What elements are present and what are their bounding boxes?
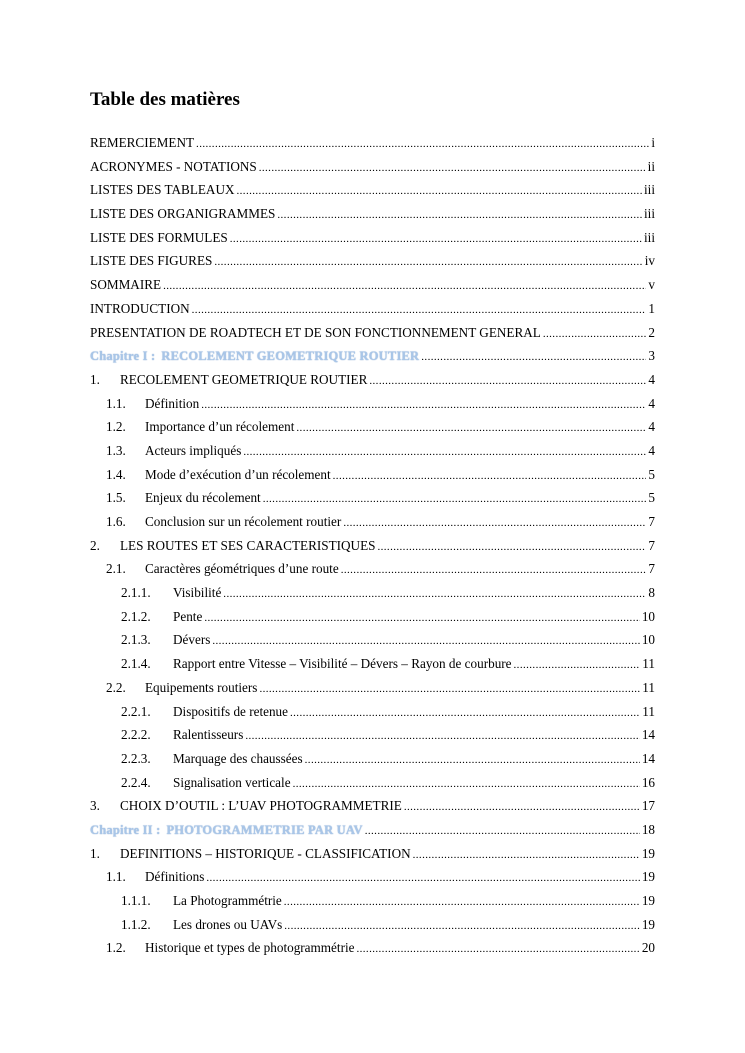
- toc-entry-number: 2.: [90, 537, 100, 553]
- dot-leader: [163, 280, 646, 292]
- dot-leader: [421, 351, 646, 363]
- toc-entry-label: Mode d’exécution d’un récolement: [145, 466, 331, 482]
- toc-entry[interactable]: [90, 680, 655, 704]
- toc-entry-label: SOMMAIRE: [90, 277, 162, 293]
- dot-leader: [192, 304, 647, 316]
- dot-leader: [277, 209, 642, 221]
- toc-entry-number: 2.1.: [106, 561, 126, 577]
- toc-entry-label: LISTE DES FORMULES: [90, 229, 228, 245]
- dot-leader: [201, 399, 646, 411]
- toc-entry[interactable]: [90, 135, 655, 159]
- toc-entry[interactable]: [90, 490, 655, 514]
- toc-entry-label: Equipements routiers: [145, 679, 258, 695]
- toc-entry[interactable]: [90, 325, 655, 349]
- toc-entry-number: 2.1.2.: [121, 608, 151, 624]
- toc-entry-number: 2.2.3.: [121, 750, 151, 766]
- toc-entry[interactable]: [90, 230, 655, 254]
- toc-entry-page: 4: [648, 395, 655, 411]
- toc-entry-page: 19: [641, 845, 655, 861]
- dot-leader: [369, 375, 646, 387]
- toc-entry-label: Caractères géométriques d’une route: [145, 561, 339, 577]
- toc-entry-number: 2.2.4.: [121, 774, 151, 790]
- dot-leader: [263, 493, 647, 505]
- toc-entry-label: PHOTOGRAMMETRIE PAR UAV: [166, 822, 363, 837]
- toc-entry-label: LISTE DES FIGURES: [90, 253, 213, 269]
- toc-entry-number: 1.4.: [106, 466, 126, 482]
- dot-leader: [245, 730, 639, 742]
- toc-entry-number: 3.: [90, 798, 100, 814]
- toc-entry-number: 1.1.1.: [121, 893, 151, 908]
- toc-entry[interactable]: [90, 585, 655, 609]
- toc-entry-label: Les drones ou UAVs: [173, 916, 283, 932]
- toc-entry-page: 11: [642, 656, 655, 672]
- dot-leader: [259, 683, 640, 695]
- toc-entry-page: 7: [648, 537, 655, 553]
- toc-entry-page: 5: [648, 490, 655, 506]
- dot-leader: [365, 825, 640, 837]
- toc-entry-page: 7: [648, 561, 655, 577]
- toc-entry-page: iv: [644, 253, 655, 269]
- toc-entry-page: 10: [641, 632, 655, 648]
- toc-entry-page: 8: [648, 585, 655, 601]
- toc-entry-number: 1.3.: [106, 442, 126, 458]
- toc-entry-label: Enjeux du récolement: [145, 490, 261, 506]
- dot-leader: [305, 754, 640, 766]
- toc-entry-label: Signalisation verticale: [173, 774, 291, 790]
- toc-entry-page: 5: [648, 466, 655, 482]
- toc-entry-number: 1.1.2.: [121, 916, 151, 932]
- toc-entry-page: i: [651, 135, 655, 150]
- toc-entry-label: INTRODUCTION: [90, 300, 190, 316]
- toc-entry-page: 7: [648, 514, 655, 529]
- toc-entry[interactable]: [90, 893, 655, 917]
- dot-leader: [284, 920, 640, 932]
- toc-entry-page: iii: [644, 206, 655, 222]
- toc-entry-page: 16: [641, 774, 655, 790]
- toc-entry-page: 4: [648, 419, 655, 435]
- toc-entry-label: LISTE DES ORGANIGRAMMES: [90, 206, 276, 222]
- dot-leader: [230, 233, 642, 245]
- toc-entry[interactable]: [90, 940, 655, 964]
- toc-entry-number: Chapitre I :: [90, 349, 156, 364]
- dot-leader: [293, 778, 640, 790]
- dot-leader: [333, 470, 647, 482]
- toc-entry[interactable]: [90, 419, 655, 443]
- toc-entry[interactable]: [90, 206, 655, 230]
- dot-leader: [514, 659, 641, 671]
- toc-entry-label: REMERCIEMENT: [90, 135, 195, 150]
- toc-entry-label: DEFINITIONS – HISTORIQUE - CLASSIFICATION: [120, 845, 411, 861]
- dot-leader: [296, 422, 646, 434]
- dot-leader: [356, 943, 639, 955]
- toc-entry-number: 2.2.2.: [121, 727, 151, 743]
- toc-entry-number: 2.1.3.: [121, 632, 151, 648]
- toc-entry-number: 1.2.: [106, 419, 126, 435]
- toc-entry[interactable]: [90, 159, 655, 183]
- dot-leader: [377, 541, 646, 553]
- toc-entry[interactable]: [90, 372, 655, 396]
- dot-leader: [284, 896, 640, 908]
- toc-entry-number: 2.1.1.: [121, 585, 151, 601]
- toc-entry-page: iii: [644, 182, 655, 198]
- toc-entry-label: La Photogrammétrie: [173, 893, 282, 908]
- toc-entry-number: 2.2.: [106, 679, 126, 695]
- toc-entry-page: 18: [641, 821, 655, 837]
- toc-entry[interactable]: [90, 443, 655, 467]
- toc-entry-label: Marquage des chaussées: [173, 750, 303, 766]
- toc-entry-label: LISTES DES TABLEAUX: [90, 182, 235, 198]
- toc-entry[interactable]: [90, 917, 655, 941]
- page-title: Table des matières: [90, 89, 240, 110]
- toc-entry[interactable]: [90, 182, 655, 206]
- dot-leader: [204, 612, 640, 624]
- toc-entry[interactable]: [90, 656, 655, 680]
- toc-entry[interactable]: [90, 751, 655, 775]
- toc-entry-page: 20: [641, 940, 655, 956]
- toc-entry[interactable]: [90, 348, 655, 372]
- toc-entry-label: CHOIX D’OUTIL : L’UAV PHOTOGRAMMETRIE: [120, 798, 402, 814]
- toc-entry[interactable]: [90, 301, 655, 325]
- toc-entry-number: 1.1.: [106, 869, 126, 885]
- toc-entry[interactable]: [90, 396, 655, 420]
- toc-entry-page: 19: [641, 869, 655, 885]
- toc-entry[interactable]: [90, 869, 655, 893]
- toc-entry[interactable]: [90, 277, 655, 301]
- toc-entry[interactable]: [90, 467, 655, 491]
- toc-entry-page: v: [648, 277, 655, 293]
- toc-entry-page: 4: [648, 442, 655, 458]
- toc-entry[interactable]: [90, 632, 655, 656]
- toc-entry-label: Importance d’un récolement: [145, 419, 295, 435]
- toc-entry-label: RECOLEMENT GEOMETRIQUE ROUTIER: [161, 349, 420, 364]
- toc-entry-number: 1.2.: [106, 940, 126, 956]
- toc-entry-label: Acteurs impliqués: [145, 442, 242, 458]
- toc-entry-page: 10: [641, 608, 655, 624]
- dot-leader: [343, 517, 646, 529]
- toc-entry-label: Rapport entre Vitesse – Visibilité – Dévers – Rayon de courbure: [173, 656, 512, 672]
- toc-entry-label: Dispositifs de retenue: [173, 703, 288, 719]
- toc-entry-page: 14: [641, 750, 655, 766]
- dot-leader: [206, 872, 639, 884]
- toc-entry[interactable]: [90, 704, 655, 728]
- toc-entry[interactable]: [90, 609, 655, 633]
- toc-entry-label: Ralentisseurs: [173, 727, 244, 743]
- toc-entry-label: Conclusion sur un récolement routier: [145, 514, 342, 529]
- dot-leader: [341, 564, 647, 576]
- dot-leader: [259, 162, 646, 174]
- toc-entry-label: Définition: [145, 395, 200, 411]
- toc-entry-number: 1.1.: [106, 395, 126, 411]
- dot-leader: [212, 635, 639, 647]
- dot-leader: [237, 185, 643, 197]
- toc-entry-page: 17: [641, 798, 655, 814]
- toc-entry-page: 14: [641, 727, 655, 743]
- toc-entry[interactable]: [90, 846, 655, 870]
- toc-entry[interactable]: [90, 775, 655, 799]
- toc-entry[interactable]: [90, 798, 655, 822]
- toc-entry[interactable]: [90, 822, 655, 846]
- toc-entry[interactable]: [90, 727, 655, 751]
- toc-entry-page: ii: [647, 158, 655, 174]
- toc-entry-number: 1.: [90, 371, 100, 387]
- dot-leader: [404, 801, 640, 813]
- toc-entry-page: 1: [648, 300, 655, 316]
- toc-entry-page: 4: [648, 371, 655, 387]
- toc-entry-page: 11: [642, 679, 655, 695]
- toc-entry-label: LES ROUTES ET SES CARACTERISTIQUES: [120, 537, 376, 553]
- toc-entry[interactable]: [90, 514, 655, 538]
- toc-entry-number: 2.2.1.: [121, 703, 151, 719]
- dot-leader: [223, 588, 646, 600]
- toc-entry-number: 1.: [90, 845, 100, 861]
- toc-entry-label: Dévers: [173, 632, 211, 648]
- toc-entry-number: Chapitre II :: [90, 822, 161, 837]
- dot-leader: [543, 328, 647, 340]
- toc-entry-number: 1.5.: [106, 490, 126, 506]
- toc-entry-label: Visibilité: [173, 585, 222, 601]
- toc-entry-page: 19: [641, 893, 655, 908]
- toc-entry[interactable]: [90, 561, 655, 585]
- toc-entry[interactable]: [90, 253, 655, 277]
- dot-leader: [243, 446, 646, 458]
- toc-entry-label: Historique et types de photogrammétrie: [145, 940, 355, 956]
- table-of-contents: [90, 135, 655, 964]
- toc-entry-page: 3: [648, 348, 655, 364]
- toc-entry-page: 2: [648, 324, 655, 340]
- toc-entry[interactable]: [90, 538, 655, 562]
- dot-leader: [196, 138, 649, 150]
- toc-entry-label: Pente: [173, 608, 203, 624]
- dot-leader: [413, 849, 640, 861]
- toc-entry-label: RECOLEMENT GEOMETRIQUE ROUTIER: [120, 371, 368, 387]
- toc-entry-label: Définitions: [145, 869, 205, 885]
- toc-entry-page: 11: [642, 703, 655, 719]
- dot-leader: [290, 707, 640, 719]
- dot-leader: [214, 256, 642, 268]
- toc-entry-label: ACRONYMES - NOTATIONS: [90, 158, 257, 174]
- toc-entry-page: 19: [641, 916, 655, 932]
- toc-entry-number: 1.6.: [106, 514, 126, 529]
- toc-entry-page: iii: [644, 229, 655, 245]
- toc-entry-label: PRESENTATION DE ROADTECH ET DE SON FONCTIONNEMENT GENERAL: [90, 324, 541, 340]
- toc-entry-number: 2.1.4.: [121, 656, 151, 672]
